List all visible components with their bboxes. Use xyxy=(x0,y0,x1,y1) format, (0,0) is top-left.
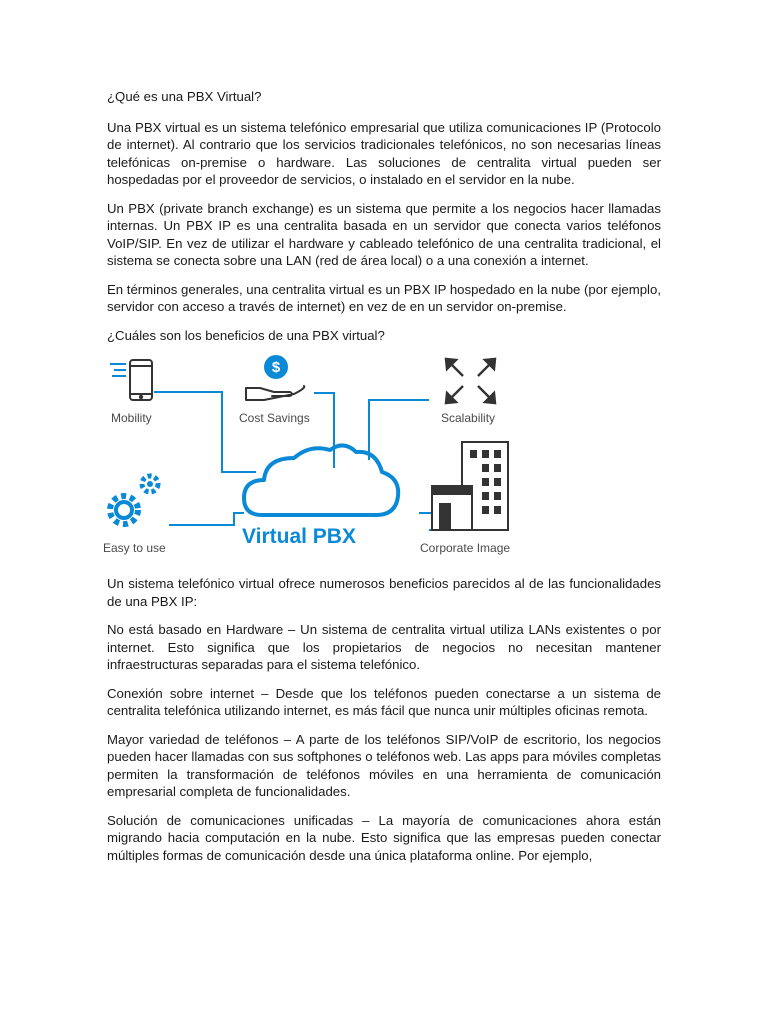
paragraph-benefit-hardware: No está basado en Hardware – Un sistema de centralita virtual utiliza LANs existentes o por internet. Esto significa que los propietarios de negocios no necesitan mantener infraestructuras separadas para el sistema telefónico. xyxy=(107,622,661,672)
label-easy-to-use: Easy to use xyxy=(103,541,166,555)
section-heading-benefits: ¿Cuáles son los beneficios de una PBX virtual? xyxy=(107,327,385,343)
label-mobility: Mobility xyxy=(111,411,152,425)
dollar-hand-icon xyxy=(246,355,304,400)
paragraph-intro-2: Un PBX (private branch exchange) es un sistema que permite a los negocios hacer llamadas internas. Un PBX IP es una centralita basada en un servidor que conecta varios teléfonos VoIP/SIP. En vez de utilizar el hardware y cableado telefónico de una centralita tradicional, el sistema se conecta sobre una LAN (red de área local) o a una conexión a internet. xyxy=(107,200,661,268)
paragraph-benefit-internet: Conexión sobre internet – Desde que los teléfonos pueden conectarse a un sistema de centralita telefónica utilizando internet, es más fácil que nunca unir múltiples oficinas remota. xyxy=(107,685,661,718)
document-page xyxy=(103,88,661,875)
paragraph-benefits-intro: Un sistema telefónico virtual ofrece numerosos beneficios parecidos al de las funcionalidades de una PBX IP: xyxy=(107,576,661,609)
paragraph-intro-1: Una PBX virtual es un sistema telefónico empresarial que utiliza comunicaciones IP (Protocolo de internet). Al contrario que los servicios tradicionales telefónicos, no son necesarias líneas telefónicas on-premise o hardware. Las soluciones de centralita virtual pueden ser hospedadas por el proveedor de servicios, o instalado en el servidor en la nube. xyxy=(107,119,661,187)
svg-text:$: $ xyxy=(271,359,281,376)
label-cost-savings: Cost Savings xyxy=(239,411,310,425)
gears-icon xyxy=(110,476,158,524)
virtual-pbx-title: Virtual PBX xyxy=(242,525,356,548)
diagram-graphic xyxy=(94,350,654,565)
office-building-icon xyxy=(432,442,508,530)
expand-arrows-icon xyxy=(446,359,495,403)
paragraph-intro-3: En términos generales, una centralita virtual es un PBX IP hospedado en la nube (por ejemplo, servidor con acceso a través de internet) en vez de en un servidor on-premise. xyxy=(107,281,661,314)
label-corporate-image: Corporate Image xyxy=(420,541,511,555)
paragraph-benefit-phones: Mayor variedad de teléfonos – A parte de los teléfonos SIP/VoIP de escritorio, los negocios pueden hacer llamadas con sus softphones o teléfonos web. Las apps para móviles completas permiten la transformación de teléfonos móviles en una herramienta de comunicación empresarial completa de funcionalidades. xyxy=(107,731,661,799)
paragraph-benefit-unified: Solución de comunicaciones unificadas – La mayoría de comunicaciones ahora están migrando hacia computación en la nube. Esto significa que las empresas pueden conectar múltiples formas de comunicación desde una única plataforma online. Por ejemplo, xyxy=(107,812,661,863)
label-scalability: Scalability xyxy=(441,411,496,425)
section-heading-what-is: ¿Qué es una PBX Virtual? xyxy=(107,89,262,104)
virtual-pbx-diagram xyxy=(94,350,654,565)
cloud-icon xyxy=(244,445,398,515)
smartphone-icon xyxy=(110,360,152,400)
